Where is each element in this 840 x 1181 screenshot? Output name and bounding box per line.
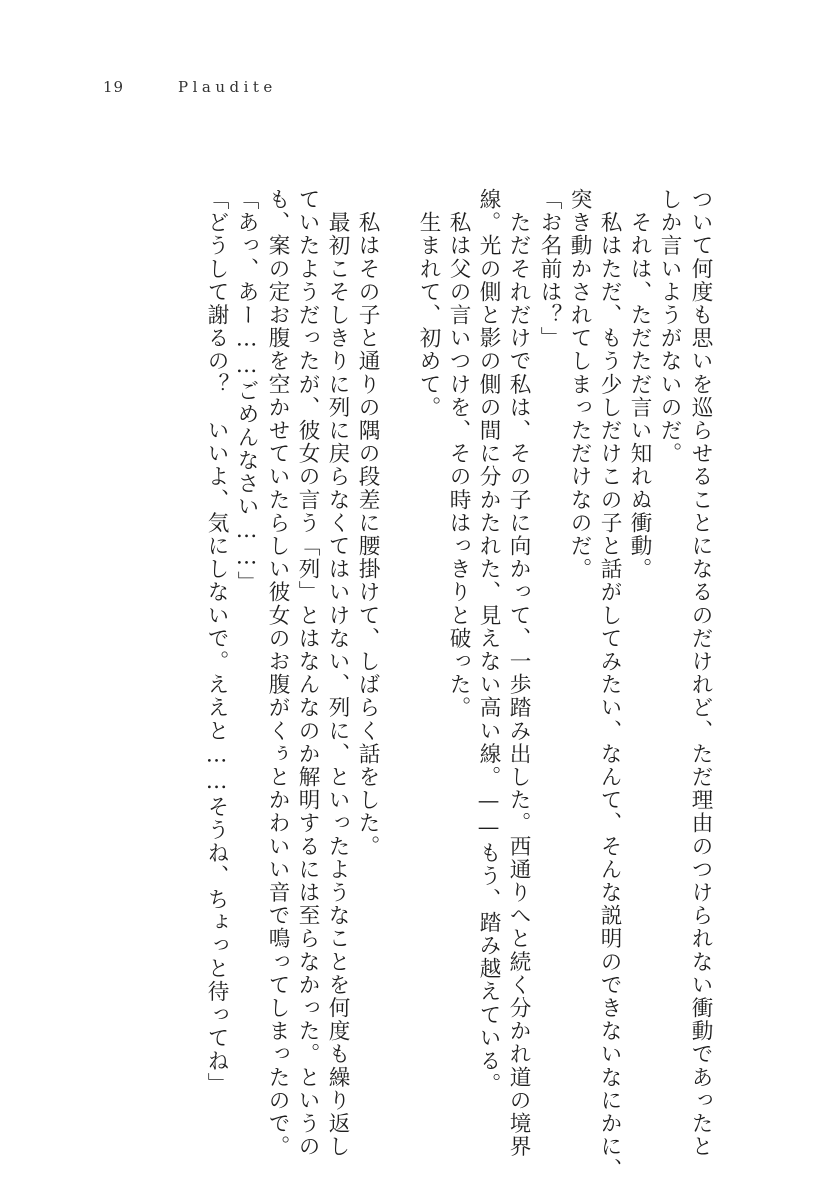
text-line: 線。光の側と影の側の間に分かたれた、見えない高い線。——もう、踏み越えている。 — [476, 188, 501, 1096]
page-number: 19 — [103, 78, 125, 96]
text-line: 突き動かされてしまっただけなのだ。 — [567, 188, 592, 581]
text-line: 私はただ、もう少しだけこの子と話がしてみたい、なんて、そんな説明のできないなにかに、 — [597, 188, 622, 1181]
text-line: ていたようだったが、彼女の言う「列」とはなんなのか解明するには至らなかった。というの — [295, 188, 320, 1159]
text-line: 最初こそしきりに列に戻らなくてはいけない、列に、といったようなことを何度も繰り返し — [325, 188, 350, 1159]
text-line: ただそれだけで私は、その子に向かって、一歩踏み出した。西通りへと続く分かれ道の境界 — [506, 188, 531, 1159]
text-line: 「お名前は？」 — [537, 188, 562, 350]
text-line: 「どうして謝るの？ いいよ、気にしないで。ええと……そうね、ちょっと待ってね」 — [204, 188, 229, 1096]
running-title: Plaudite — [178, 78, 277, 96]
text-line: それは、ただただ言い知れぬ衝動。 — [627, 188, 652, 581]
body-text — [95, 188, 715, 1181]
text-line: 生まれて、初めて。 — [416, 188, 441, 419]
text-line: しか言いようがないのだ。 — [657, 188, 682, 466]
text-line: 私はその子と通りの隅の段差に腰掛けて、しばらく話をした。 — [355, 188, 380, 858]
text-line: ついて何度も思いを巡らせることになるのだけれど、ただ理由のつけられない衝動であったと — [688, 188, 713, 1159]
text-line: も、案の定お腹を空かせていたらしい彼女のお腹がくぅとかわいい音で鳴ってしまったので。 — [265, 188, 290, 1159]
text-line: 「あっ、あー……ごめんなさい……」 — [234, 188, 259, 595]
text-line: 私は父の言いつけを、その時はっきりと破った。 — [446, 188, 471, 720]
